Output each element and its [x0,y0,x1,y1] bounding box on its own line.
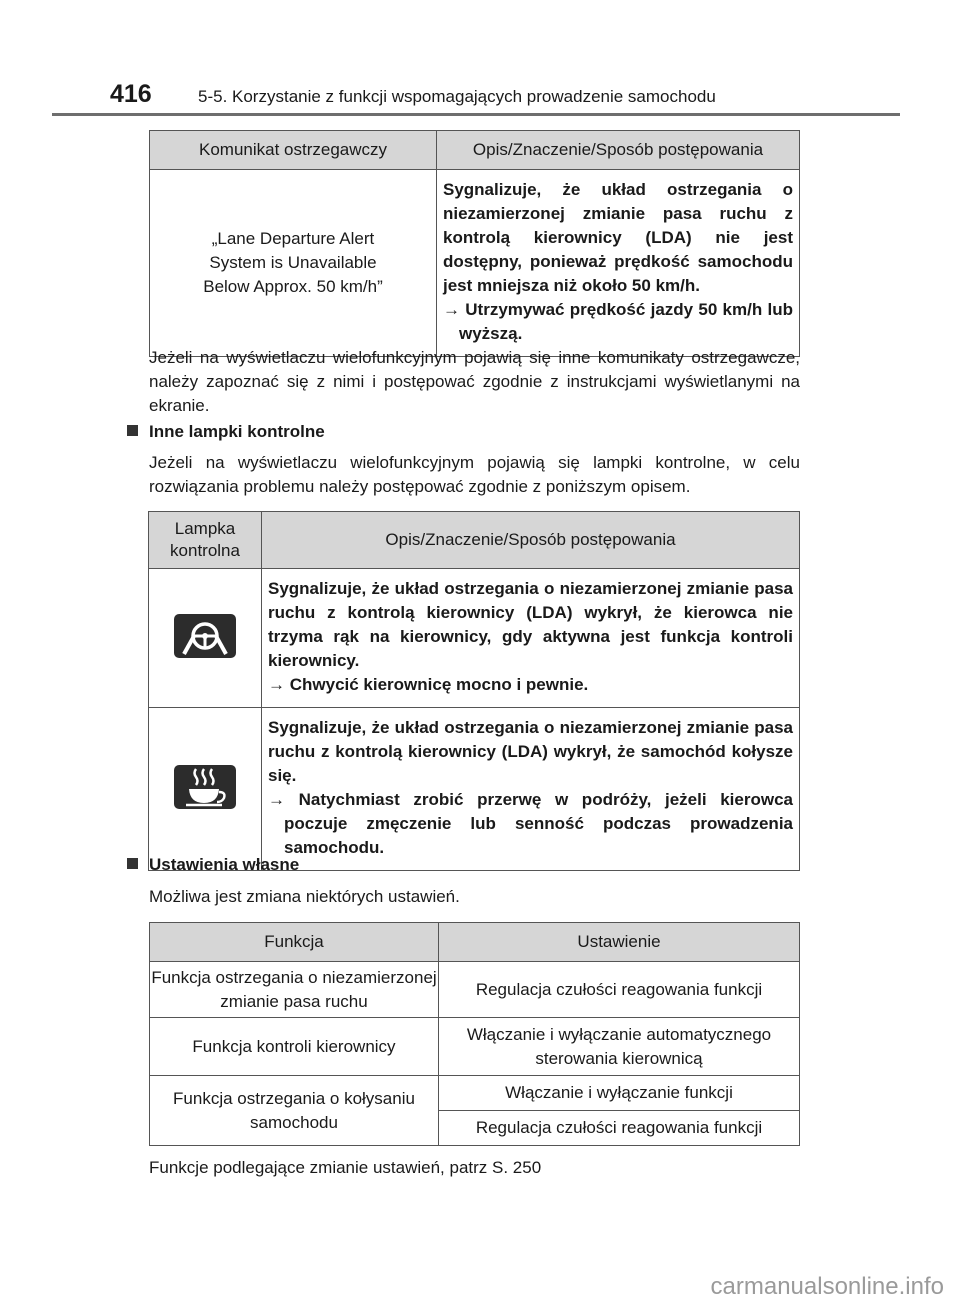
column-header-description: Opis/Znaczenie/Sposób postępowania [262,512,800,569]
table-row [149,708,800,871]
message-line: „Lane Departure Alert [211,229,375,248]
table-row [150,1018,800,1076]
section-title: Inne lampki kontrolne [149,422,325,441]
arrow-icon: → [443,300,460,319]
arrow-icon: → [268,790,285,809]
function-cell: Funkcja ostrzegania o niezamierzonej zmianie pasa ruchu [150,962,439,1018]
message-description: Sygnalizuje, że układ ostrzegania o niezamierzonej zmianie pasa ruchu z kontrolą kierownicy (LDA) nie jest dostępny, ponieważ prędkość samochodu jest mniejsza niż około 50 km/h. [443,180,793,295]
setting-cell: Włączanie i wyłączanie automatycznego sterowania kierownicą [439,1018,800,1076]
action-text: Utrzymywać prędkość jazdy 50 km/h lub wyższą. [459,300,793,343]
message-line: Below Approx. 50 km/h” [203,277,383,296]
message-description-cell [437,170,800,357]
paragraph-lamps-intro: Jeżeli na wyświetlaczu wielofunkcyjnym pojawią się lampki kontrolne, w celu rozwiązania problemu należy postępować zgodnie z poniższym opisem. [149,453,800,496]
column-header-lamp: Lampka kontrolna [149,512,262,569]
watermark: carmanualsonline.info [710,1273,944,1300]
coffee-cup-icon [174,765,236,809]
warning-message-table [149,130,800,357]
column-header-description: Opis/Znaczenie/Sposób postępowania [437,131,800,170]
section-heading-lamps [127,422,325,442]
lamp-description-cell [262,708,800,871]
message-action [443,298,793,346]
lamp-description: Sygnalizuje, że układ ostrzegania o niezamierzonej zmianie pasa ruchu z kontrolą kierownicy (LDA) wykrył, że samochód kołysze się. [268,718,793,785]
indicator-lamp-table [148,511,800,871]
arrow-icon: → [268,675,285,694]
lamp-description: Sygnalizuje, że układ ostrzegania o niezamierzonej zmianie pasa ruchu z kontrolą kierownicy (LDA) wykrył, że kierowca nie trzyma rąk na kierownicy, gdy aktywna jest funkcja kontroli kierownicy. [268,579,793,670]
section-heading-settings [127,855,299,875]
function-cell: Funkcja kontroli kierownicy [150,1018,439,1076]
table-row [150,170,800,357]
lamp-icon-cell [149,708,262,871]
table-row [150,962,800,1018]
column-header-function: Funkcja [150,923,439,962]
warning-message-text [150,170,437,357]
lamp-icon-cell [149,569,262,708]
section-title: Ustawienia własne [149,855,300,874]
message-line: System is Unavailable [209,253,377,272]
table-row [149,569,800,708]
bullet-square-icon [127,858,138,869]
column-header-message: Komunikat ostrzegawczy [150,131,437,170]
action-text: Natychmiast zrobić przerwę w podróży, jeżeli kierowca poczuje zmęczenie lub senność podczas prowadzenia samochodu. [284,790,793,857]
page-header [110,80,900,116]
bullet-square-icon [127,425,138,436]
setting-cell: Regulacja czułości reagowania funkcji [439,962,800,1018]
function-cell: Funkcja ostrzegania o kołysaniu samochodu [150,1076,439,1146]
action-text: Chwycić kierownicę mocno i pewnie. [289,675,589,694]
column-header-setting: Ustawienie [439,923,800,962]
chapter-title: 5-5. Korzystanie z funkcji wspomagających prowadzenie samochodu [198,87,716,106]
setting-cell: Włączanie i wyłączanie funkcji [439,1076,800,1111]
custom-settings-table [149,922,800,1146]
paragraph-other-messages: Jeżeli na wyświetlaczu wielofunkcyjnym pojawią się inne komunikaty ostrzegawcze, należy zapoznać się z nimi i postępować zgodnie z instrukcjami wyświetlanymi na ekranie. [149,348,800,415]
table-row [150,1076,800,1111]
footer-note: Funkcje podlegające zmianie ustawień, patrz S. 250 [149,1158,542,1177]
setting-cell: Regulacja czułości reagowania funkcji [439,1111,800,1146]
page-number: 416 [110,80,152,108]
header-rule [52,113,900,116]
paragraph-settings-intro: Możliwa jest zmiana niektórych ustawień. [149,887,460,906]
lamp-description-cell [262,569,800,708]
hands-off-steering-wheel-icon [174,614,236,658]
lamp-action [268,673,793,697]
lamp-action [268,788,793,860]
